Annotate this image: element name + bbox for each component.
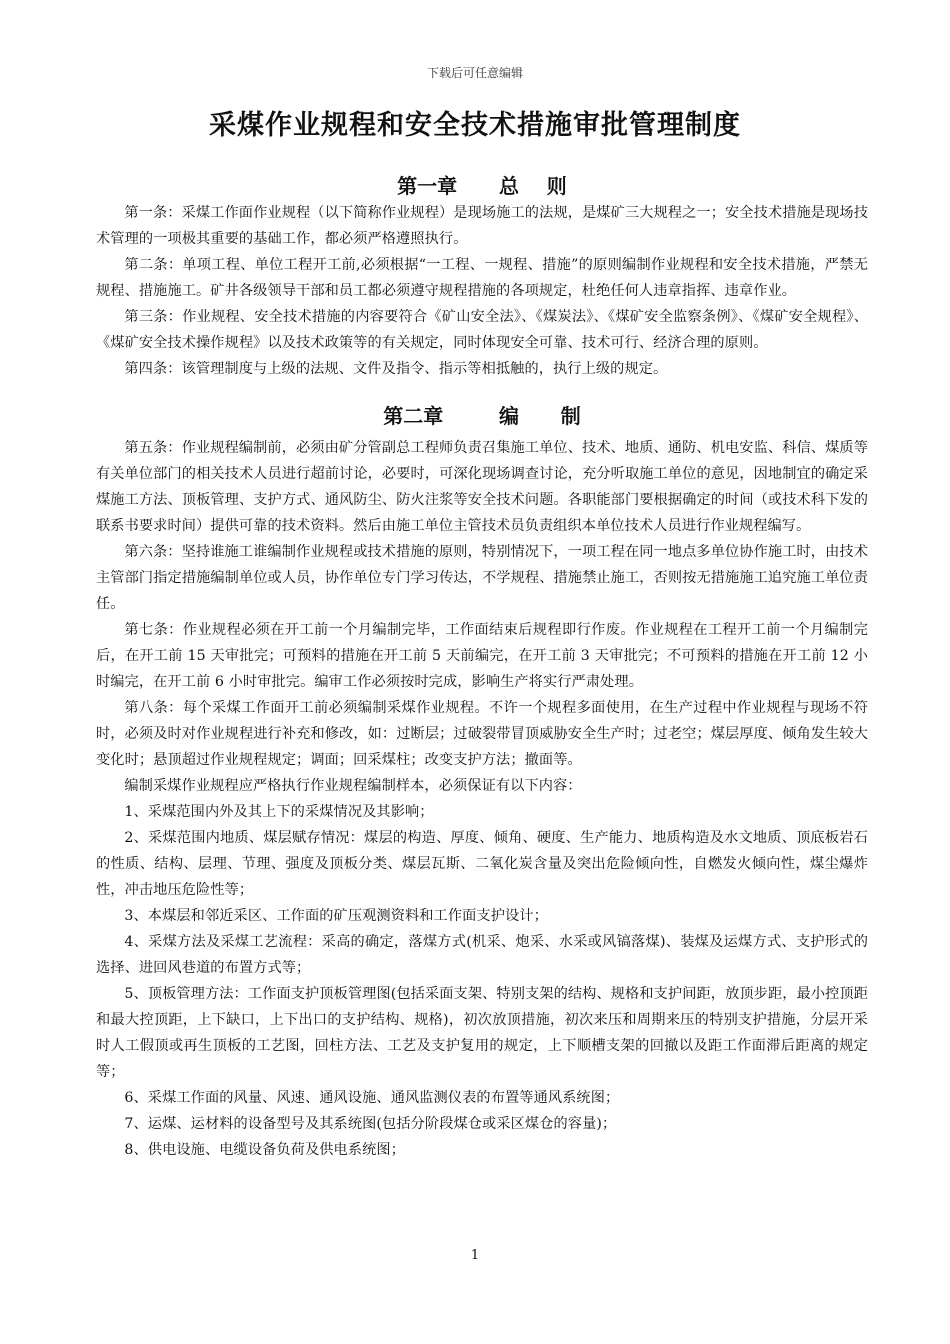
article-5: 第五条：作业规程编制前，必须由矿分管副总工程师负责召集施工单位、技术、地质、通防、机电安监、科信、煤质等有关单位部门的相关技术人员进行超前讨论，必要时，可深化现场调查讨论，充分听取施工单位的意见，因地制宜的确定采煤施工方法、顶板管理、支护方式、通风防尘、防火注浆等安全技术问题。各职能部门要根据确定的时间（或技术科下发的联系书要求时间）提供可靠的技术资料。然后由施工单位主管技术员负责组织本单位技术人员进行作业规程编写。	[96, 440, 868, 534]
chapter-heading: 第一章 总 则	[397, 174, 567, 198]
list-item-6: 6、采煤工作面的风量、风速、通风设施、通风监测仪表的布置等通风系统图；	[124, 1090, 620, 1106]
chapter-heading: 第二章 编 制	[383, 404, 581, 428]
article-1: 第一条：采煤工作面作业规程（以下简称作业规程）是现场施工的法规，是煤矿三大规程之一；安全技术措施是现场技术管理的一项极其重要的基础工作，都必须严格遵照执行。	[96, 205, 868, 247]
page-number: 1	[470, 1248, 480, 1263]
list-item-1: 1、采煤范围内外及其上下的采煤情况及其影响；	[124, 804, 434, 820]
chapter-1	[96, 168, 868, 382]
article-6: 第六条：坚持谁施工谁编制作业规程或技术措施的原则，特别情况下，一项工程在同一地点多单位协作施工时，由技术主管部门指定措施编制单位或人员，协作单位专门学习传达，不学规程、措施禁止施工，否则按无措施施工追究施工单位责任。	[96, 544, 868, 612]
list-item-4: 4、采煤方法及采煤工艺流程：采高的确定，落煤方式(机采、炮采、水采或风镐落煤)、装煤及运煤方式、支护形式的选择、进回风巷道的布置方式等；	[96, 934, 868, 976]
list-item-7: 7、运煤、运材料的设备型号及其系统图(包括分阶段煤仓或采区煤仓的容量)；	[124, 1116, 617, 1132]
list-item-2: 2、采煤范围内地质、煤层赋存情况：煤层的构造、厚度、倾角、硬度、生产能力、地质构造及水文地质、顶底板岩石的性质、结构、层理、节理、强度及顶板分类、煤层瓦斯、二氧化炭含量及突出危险倾向性，自燃发火倾向性，煤尘爆炸性，冲击地压危险性等；	[96, 830, 868, 898]
list-item-5: 5、顶板管理方法：工作面支护顶板管理图(包括采面支架、特别支架的结构、规格和支护间距，放顶步距，最小控顶距和最大控顶距，上下缺口，上下出口的支护结构、规格)，初次放顶措施，初次来压和周期来压的特别支护措施，分层开采时人工假顶或再生顶板的工艺图，回柱方法、工艺及支护复用的规定，上下顺槽支架的回撤以及距工作面滞后距离的规定等；	[96, 986, 868, 1080]
article-7: 第七条：作业规程必须在开工前一个月编制完毕，工作面结束后规程即行作废。作业规程在工程开工前一个月编制完后，在开工前 15 天审批完；可预料的措施在开工前 5 天前编完，在开工前 3 天审批完；不可预料的措施在开工前 12 小时编完，在开工前 6 小时审批完。编审工作必须按时完成，影响生产将实行严肃处理。	[96, 622, 868, 690]
document-title: 采煤作业规程和安全技术措施审批管理制度	[209, 110, 741, 141]
content-requirements-intro: 编制采煤作业规程应严格执行作业规程编制样本，必须保证有以下内容：	[124, 778, 582, 794]
article-8: 第八条：每个采煤工作面开工前必须编制采煤作业规程。不许一个规程多面使用，在生产过程中作业规程与现场不符时，必须及时对作业规程进行补充和修改，如：过断层；过破裂带冒顶威胁安全生产时；过老空；煤层厚度、倾角发生较大变化时；悬顶超过作业规程规定；调面；回采煤柱；改变支护方法；撤面等。	[96, 700, 868, 768]
chapter-2	[96, 387, 868, 1163]
list-item-3: 3、本煤层和邻近采区、工作面的矿压观测资料和工作面支护设计；	[124, 908, 548, 924]
article-4: 第四条：该管理制度与上级的法规、文件及指令、指示等相抵触的，执行上级的规定。	[124, 361, 668, 377]
article-3: 第三条：作业规程、安全技术措施的内容要符合《矿山安全法》、《煤炭法》、《煤矿安全监察条例》、《煤矿安全规程》、《煤矿安全技术操作规程》以及技术政策等的有关规定，同时体现安全可靠、技术可行、经济合理的原则。	[96, 309, 868, 351]
page-header: 下载后可任意编辑	[426, 66, 523, 80]
list-item-8: 8、供电设施、电缆设备负荷及供电系统图；	[124, 1142, 405, 1158]
article-2: 第二条：单项工程、单位工程开工前,必须根据“一工程、一规程、措施”的原则编制作业规程和安全技术措施，严禁无规程、措施施工。矿井各级领导干部和员工都必须遵守规程措施的各项规定，杜绝任何人违章指挥、违章作业。	[96, 257, 868, 299]
document-body	[96, 168, 868, 1163]
